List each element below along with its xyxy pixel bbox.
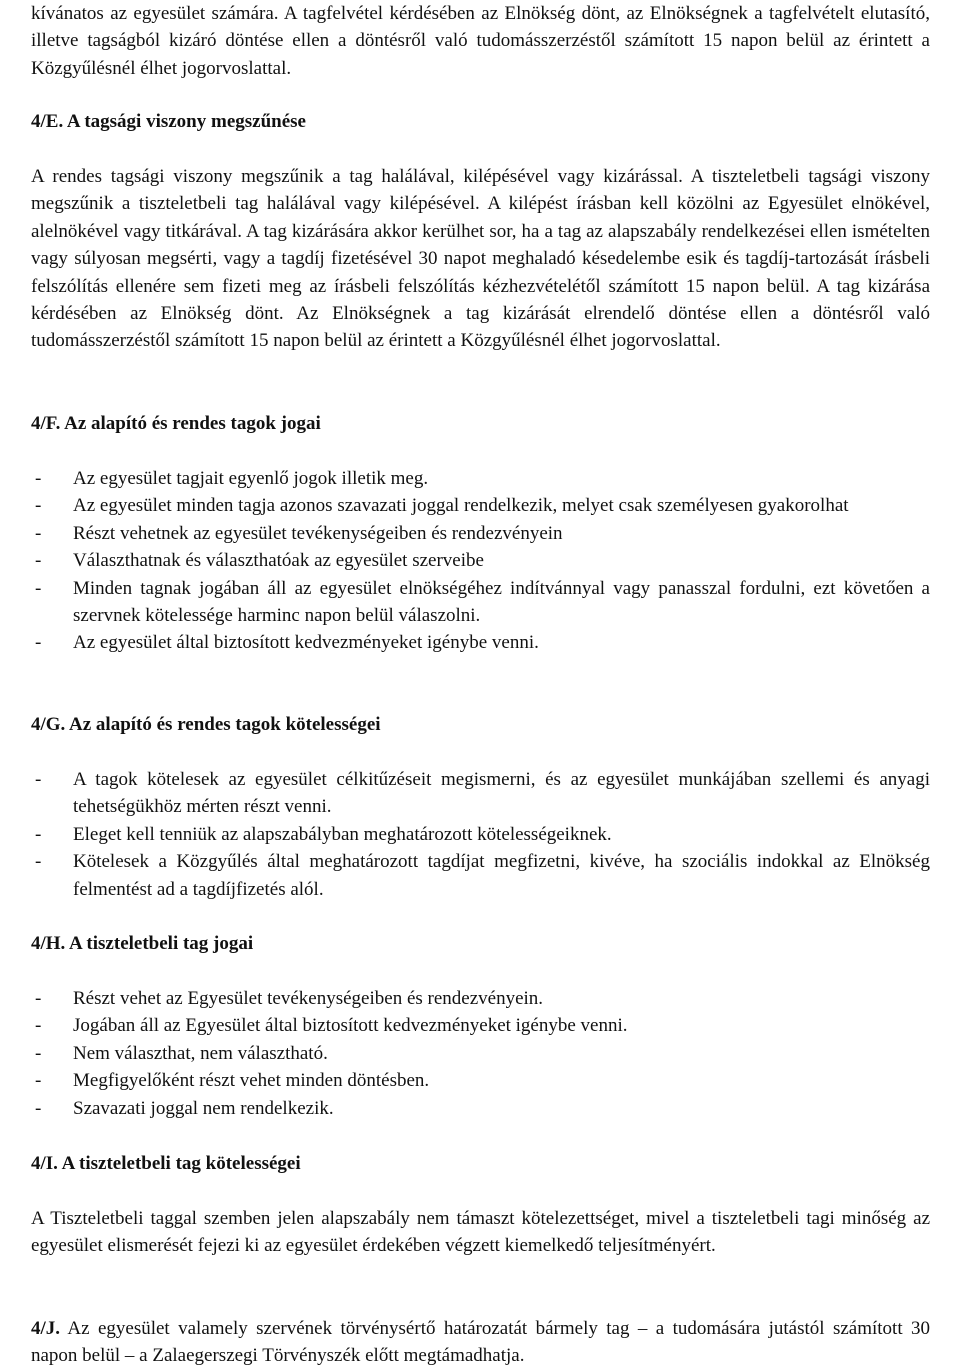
list-item: - Részt vehetnek az egyesület tevékenységeiben és rendezvényein — [31, 520, 930, 547]
list-item: - Az egyesület tagjait egyenlő jogok illetik meg. — [31, 465, 930, 492]
section-j-label: 4/J. — [31, 1318, 61, 1339]
section-i-paragraph: A Tiszteletbeli taggal szemben jelen alapszabály nem támaszt kötelezettséget, mivel a tiszteletbeli tagi minőség az egyesület elismerését fejezi ki az egyesület érdekében végzett kiemelkedő teljesítményért. — [31, 1208, 930, 1257]
intro-block — [31, 0, 930, 82]
section-g — [31, 711, 930, 738]
section-f — [31, 410, 930, 437]
section-e — [31, 108, 930, 135]
section-j-text: Az egyesület valamely szervének törvénysértő határozatát bármely tag – a tudomására jutástól számított 30 napon belül – a Zalaegerszegi Törvényszék előtt megtámadhatja. — [31, 1318, 930, 1367]
section-h — [31, 930, 930, 957]
section-e-body — [31, 163, 930, 355]
section-j-paragraph — [31, 1315, 930, 1370]
list-item: - Kötelesek a Közgyűlés által meghatározott tagdíjat megfizetni, kivéve, ha szociális indokkal az Elnökség felmentést ad a tagdíjfizetés alól. — [31, 848, 930, 903]
section-j — [31, 1315, 930, 1370]
list-item: - Minden tagnak jogában áll az egyesület elnökségéhez indítvánnyal vagy panasszal fordulni, ezt követően a szervnek kötelessége harminc napon belül válaszolni. — [31, 575, 930, 630]
list-item: - A tagok kötelesek az egyesület célkitűzéseit megismerni, és az egyesület munkájában szellemi és anyagi tehetségükhöz mérten részt venni. — [31, 766, 930, 821]
intro-paragraph: kívánatos az egyesület számára. A tagfelvétel kérdésében az Elnökség dönt, az Elnökségnek a tagfelvételt elutasító, illetve tagságból kizáró döntése ellen a döntésről való tudomásszerzéstől számított 15 napon belül az érintett a Közgyűlésnél élhet jogorvoslattal. — [31, 3, 930, 79]
list-item: - Részt vehet az Egyesület tevékenységeiben és rendezvényein. — [31, 985, 930, 1012]
section-g-heading: 4/G. Az alapító és rendes tagok kötelességei — [31, 714, 381, 735]
section-i — [31, 1150, 930, 1177]
section-f-list — [31, 465, 930, 657]
list-item: - Az egyesület minden tagja azonos szavazati joggal rendelkezik, melyet csak személyesen gyakorolhat — [31, 492, 930, 519]
section-e-heading: 4/E. A tagsági viszony megszűnése — [31, 111, 306, 132]
list-item: - Megfigyelőként részt vehet minden döntésben. — [31, 1067, 930, 1094]
list-item: - Az egyesület által biztosított kedvezményeket igénybe venni. — [31, 629, 930, 656]
list-item: - Jogában áll az Egyesület által biztosított kedvezményeket igénybe venni. — [31, 1012, 930, 1039]
section-i-heading: 4/I. A tiszteletbeli tag kötelességei — [31, 1153, 301, 1174]
section-h-heading: 4/H. A tiszteletbeli tag jogai — [31, 933, 254, 954]
list-item: - Eleget kell tenniük az alapszabályban meghatározott kötelességeiknek. — [31, 821, 930, 848]
list-item: - Nem választhat, nem választható. — [31, 1040, 930, 1067]
list-item: - Választhatnak és választhatóak az egyesület szerveibe — [31, 547, 930, 574]
section-g-list — [31, 766, 930, 903]
section-e-paragraph: A rendes tagsági viszony megszűnik a tag halálával, kilépésével vagy kizárással. A tiszteletbeli tagsági viszony megszűnik a tiszteletbeli tag halálával vagy kilépésével. A kilépést írásban kell közölni az Egyesület elnökével, alelnökével vagy titkárával. A tag kizárására akkor kerülhet sor, ha a tag az alapszabály rendelkezései ellen ismételten vagy súlyosan megsérti, vagy a tagdíj fizetésével 30 napot meghaladó késedelembe esik és tagdíj-tartozását írásbeli felszólítás ellenére sem fizeti meg az írásbeli felszólítás kézhezvételétől számított 15 napon belül. A tag kizárása kérdésében az Elnökség dönt. Az Elnökségnek a tag kizárását elrendelő döntése ellen a döntésről való tudomásszerzéstől számított 15 napon belül az érintett a Közgyűlésnél élhet jogorvoslattal. — [31, 166, 930, 352]
section-h-list — [31, 985, 930, 1122]
list-item: - Szavazati joggal nem rendelkezik. — [31, 1095, 930, 1122]
section-i-body — [31, 1205, 930, 1260]
section-f-heading: 4/F. Az alapító és rendes tagok jogai — [31, 413, 321, 434]
